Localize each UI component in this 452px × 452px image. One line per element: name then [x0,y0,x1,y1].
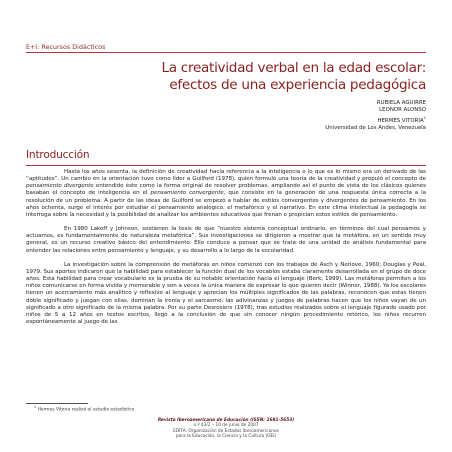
publisher-line: EDITA: Organización de Estados Iberoamericanos [173,428,279,434]
body-text [26,169,426,333]
author-block [186,100,426,132]
paragraph: En 1980 Lakoff y Johnson, sostienen la tesis de que “nuestro sistema conceptual ordinario, en términos del cual pensamos y actuamos, es fundamentalmente de naturaleza metafórica”. Sus investigaciones se dirigieron a mostrar que la metáfora, en un sentido muy general, es un recurso creativo básico del entendimiento. Ello conduce a pensar que se trata de una unidad de análisis fundamental para entender las relaciones entre pensamiento y lenguaje, y su desarrollo a lo largo de la escolaridad. [26,226,426,254]
paragraph [26,169,426,219]
publisher-line: para la Educación, la Ciencia y la Cultura (OEI) [175,434,277,440]
footnote-divider [26,403,88,404]
footnote-mark: 1 [34,405,37,409]
section-tag: E+I: Recursos Didácticos [26,44,106,51]
footnote-ref[interactable]: 1 [423,115,426,120]
author-affiliation: Universidad de Los Andes, Venezuela [325,125,426,132]
paragraph: La investigación sobre la comprensión de metáforas en niños comenzó con los trabajos de Asch y Nerlove, 1960; Douglas y Peal, 1979. Sus aportes indicaron que la habilidad para establecer la función dual de los vocablos estaba claramente desarrollada en el grupo de doce años. Esta habilidad para crear vocabulario es la prueba de su notable orientación hacia el lenguaje (Berk, 1999). Las metáforas permiten a los niños comunicarse en forma vívida y memorable y son a veces la única manera de expresar lo que quieren decir (Winner, 1988). Ya los escolares tienen un acercamiento más analítico y reflexivo al lenguaje y aprecian los múltiples significados de las palabras, reconocen que estas tienen doble significado y juegan con ellas, dominan la ironía y el sarcasmo, las adivinanzas y juegos de palabras hacen que los niños vayan de un significado a otro significado de la misma palabra. Por su parte Desrosiers (1978), tras estudios realizados sobre el lenguaje figurado usado por niños de 5 a 12 años en textos escritos, llegó a la conclusión de que sin conocer ningún procedimiento retórico, los niños recurren espontáneamente al juego de las [26,261,426,325]
header-divider [26,52,426,53]
emphasis-text: pensamiento divergente [26,183,94,190]
author-name-text: HERMES VITORIA [377,117,424,124]
author-name: RUBIELA AGUIRRE [376,100,426,106]
footnote-text: Hermes Vitoria realizó el estudio estadístico [36,407,135,413]
page-footer [0,418,452,440]
section-divider [26,165,426,166]
journal-issue: n.º 43/2 – 10 de junio de 2007 [193,423,259,429]
author-name [186,115,426,125]
emphasis-text: pensamiento convergente, [150,190,226,197]
title-line-2: efectos de una experiencia pedagógica [169,77,426,93]
paragraph-text: Hasta los años sesenta, la definición de creatividad hacía referencia a la inteligencia o lo que es lo mismo era un derivado de las “aptitudes”. Un cambio en la orientación tuvo como líder a Guilford (1978), quien formuló una teoría de la creatividad y propuló el concepto de [26,169,426,183]
section-heading: Introducción [26,149,90,161]
footnote [34,405,134,412]
journal-name: Revista Iberoamericana de Educación (ISSN: 1681-5653) [157,418,295,423]
author-name: LEONOR ALONSO [379,107,426,114]
title-line-1: La creatividad verbal en la edad escolar: [161,60,426,76]
paragraph-text: que consiste en la generación de una respuesta única correcta a la resolución de un problema. A partir de las ideas de Guilford se empezó a hablar de estilos convergentes y divergentes de pensamiento. En los años ochenta, surge el interés por estudiar el pensamiento analógico, el metafórico y el narrativo. En este clima intelectual la pedagogía se interroga sobre la necesidad y la posibilidad de analizar los ambientes educativos que frenan o propician estos estilos de pensamiento. [26,190,426,218]
paragraph-text: entendido éste como la forma original de resolver problemas, ampliando así el punto de vista de los clásicos quienes basaban el concepto de inteligencia en el [26,183,426,197]
article-title [46,60,426,94]
